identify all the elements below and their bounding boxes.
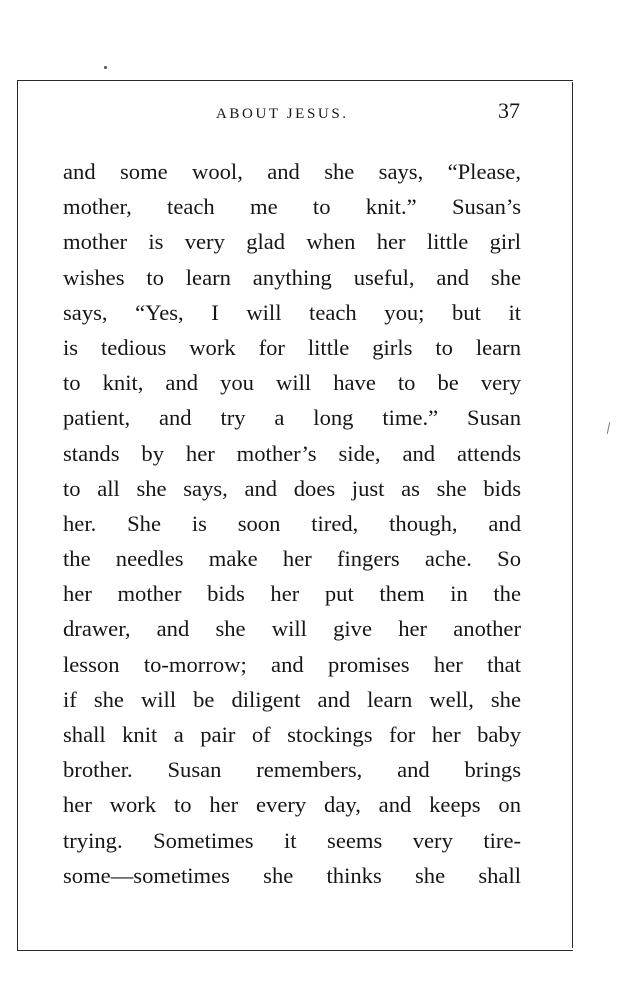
frame-left-rule [17, 80, 18, 950]
text-line: trying. Sometimes it seems very tire- [63, 827, 521, 853]
text-line: stands by her mother’s side, and attends [63, 440, 521, 466]
text-line: her. She is soon tired, though, and [63, 510, 521, 536]
text-line: brother. Susan remembers, and brings [63, 757, 521, 783]
text-line: says, “Yes, I will teach you; but it [63, 299, 521, 325]
text-line: her mother bids her put them in the [63, 581, 521, 607]
text-line: is tedious work for little girls to learn [63, 334, 521, 360]
running-head: ABOUT JESUS. [216, 106, 349, 122]
text-line: mother is very glad when her little girl [63, 229, 521, 255]
text-line: her work to her every day, and keeps on [63, 792, 521, 818]
page-number: 37 [498, 98, 520, 123]
text-line: drawer, and she will give her another [63, 616, 521, 642]
text-line: shall knit a pair of stockings for her baby [63, 722, 521, 747]
frame-right-rule [572, 82, 573, 948]
text-block [63, 154, 521, 893]
text-line: if she will be diligent and learn well, she [63, 686, 521, 712]
text-line: to knit, and you will have to be very [63, 370, 521, 396]
text-line: to all she says, and does just as she bids [63, 475, 521, 501]
frame-top-rule [17, 80, 573, 81]
frame-bottom-rule [17, 950, 573, 951]
text-line: and some wool, and she says, “Please, [63, 159, 521, 184]
text-line: some—sometimes she thinks she shall [63, 862, 521, 888]
text-line: patient, and try a long time.” Susan [63, 405, 521, 431]
margin-pencil-mark [607, 422, 610, 434]
text-line: mother, teach me to knit.” Susan’s [63, 194, 521, 220]
stray-ink-dot [104, 66, 107, 69]
text-line: lesson to-morrow; and promises her that [63, 651, 521, 677]
text-line: the needles make her fingers ache. So [63, 546, 521, 572]
text-line: wishes to learn anything useful, and she [63, 264, 521, 290]
